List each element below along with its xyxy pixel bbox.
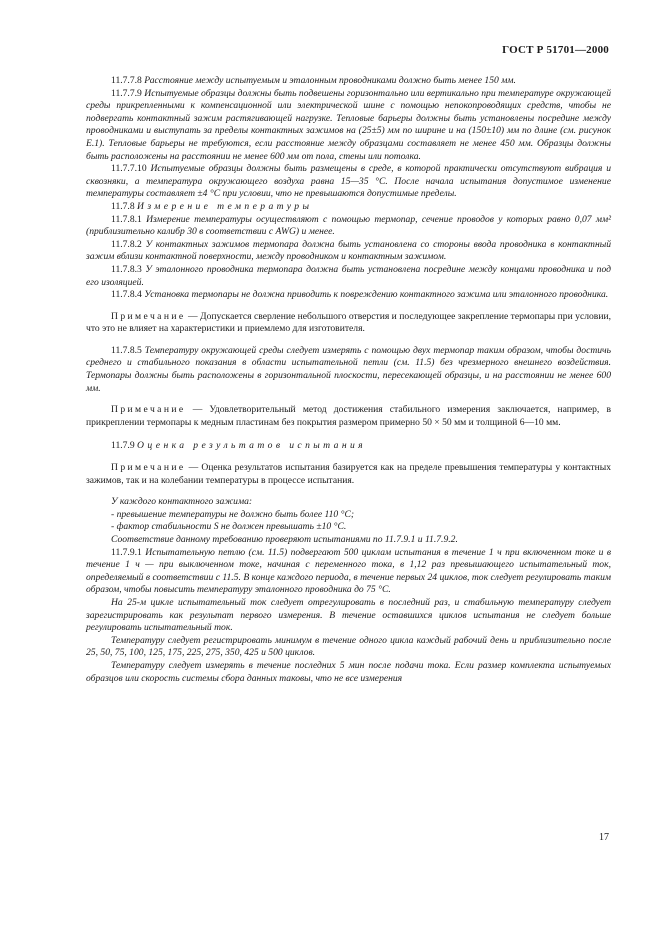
clause-text: Измерение температуры осуществляют с помощью термопар, сечение проводов у которых равно 0,07 мм² (приблизительно калибр 30 в соответствии с AWG) и менее. xyxy=(86,213,611,238)
clause-number: 11.7.7.8 xyxy=(111,75,142,86)
section-number: 11.7.8 xyxy=(111,200,135,212)
document-header: ГОСТ Р 51701—2000 xyxy=(502,44,609,56)
requirement-item-2: - фактор стабильности S не должен превышать ±10 °С. xyxy=(111,521,347,533)
note-3 xyxy=(86,462,611,487)
clause-11-7-8-2 xyxy=(86,239,611,264)
requirement-item-1: - превышение температуры не должно быть более 110 °С; xyxy=(111,508,355,520)
clause-text: Испытуемые образцы должны быть размещены в среде, в которой практически отсутствуют вибрация и сквозняки, а температура окружающего воздуха равна 15—35 °С. После начала испытания допустимое изменение температуры составляет ±4 °С при условии, что не превышаются допустимые пределы. xyxy=(86,163,611,200)
clause-11-7-8-1 xyxy=(86,214,611,239)
note-label: Примечание xyxy=(111,404,186,416)
document-body xyxy=(86,75,611,685)
clause-11-7-8-3 xyxy=(86,264,611,289)
clause-11-7-8-4 xyxy=(86,289,611,302)
clause-text: Расстояние между испытуемым и эталонным проводниками должно быть менее 150 мм. xyxy=(144,75,516,86)
note-1 xyxy=(86,311,611,336)
section-11-7-9 xyxy=(86,440,611,453)
page-number: 17 xyxy=(599,832,609,843)
clause-11-7-7-8 xyxy=(86,75,611,88)
section-number: 11.7.9 xyxy=(111,440,135,452)
section-title: Измерение температуры xyxy=(137,200,313,212)
note-text: — Удовлетворительный метод достижения стабильного измерения заключается, например, в прикреплении термопары к медным пластинам без покрытия размером примерно 50 × 50 мм и толщиной 6—10 мм. xyxy=(86,404,611,428)
clause-number: 11.7.8.5 xyxy=(111,344,142,356)
paragraph-measuring: Температуру следует измерять в течение последних 5 мин после подачи тока. Если размер комплекта испытуемых образцов или скорость системы сбора данных таковы, что не все измерения xyxy=(86,659,611,684)
clause-text: Температуру окружающей среды следует измерять с помощью двух термопар таким образом, чтобы достичь среднего и стабильного показания в области испытательной петли (см. 11.5) без чрезмерного внешнего воздействия. Термопары должны быть расположены в горизонтальной плоскости, пересекающей образцы, и на расстоянии не менее 600 мм. xyxy=(86,344,611,394)
clause-11-7-7-9 xyxy=(86,88,611,164)
section-title: Оценка результатов испытания xyxy=(137,440,367,452)
clause-text: Испытуемые образцы должны быть подвешены горизонтально или вертикально при температуре окружающей среды прикрепленными к компенсационной или электрической шине с помощью непокопроводящих средств, чтобы не подвергать контактный зажим растягивающей нагрузке. Тепловые барьеры должны быть установлены посредине между проводниками и выступать за пределы контактных зажимов на (25±5) мм по ширине и на (150±10) мм по длине (см. рисунок Е.1). Тепловые барьеры не требуются, если расстояние между образцами составляет не менее 450 мм. Образцы должны быть расположены на расстоянии не менее 600 мм от пола, стены или потолка. xyxy=(86,87,611,162)
clause-text: Установка термопары не должна приводить к повреждению контактного зажима или эталонного проводника. xyxy=(144,289,609,301)
clause-number: 11.7.8.4 xyxy=(111,289,142,301)
clause-number: 11.7.8.1 xyxy=(111,213,142,225)
clause-number: 11.7.7.9 xyxy=(111,87,142,99)
clause-11-7-8-5 xyxy=(86,345,611,395)
clause-text: У контактных зажимов термопара должна быть установлена со стороны ввода проводника в контактный зажим вблизи контактной поверхности, между проводником и контактным зажимом. xyxy=(86,238,611,263)
clause-text: У эталонного проводника термопара должна быть установлена посредине между концами проводника и под его изоляцией. xyxy=(86,263,611,288)
clause-number: 11.7.7.10 xyxy=(111,163,147,175)
clause-11-7-9-1 xyxy=(86,547,611,597)
clause-text: Испытательную петлю (см. 11.5) подвергают 500 циклам испытания в течение 1 ч при включенном токе и в течение 1 ч — при выключенном токе, начиная с переменного тока, в 1,12 раз превышающего испытательный ток, определяемый в соответствии с 11.5. В конце каждого периода, в течение первых 24 циклов, ток следует регулировать таким образом, чтобы повысить температуру эталонного проводника до 75 °С. xyxy=(86,546,612,596)
requirement-intro: У каждого контактного зажима: xyxy=(111,496,253,508)
paragraph-cycle-25: На 25-м цикле испытательный ток следует отрегулировать в последний раз, и стабильную температуру следует зарегистрировать как результат первого измерения. В течение оставшихся циклов испытания не следует больше регулировать испытательный ток. xyxy=(86,596,611,634)
paragraph-recording: Температуру следует регистрировать минимум в течение одного цикла каждый рабочий день и приблизительно после 25, 50, 75, 100, 125, 175, 225, 275, 350, 425 и 500 циклов. xyxy=(86,634,611,659)
note-text: — Оценка результатов испытания базируется как на пределе превышения температуры у контактных зажимов, так и на колебании температуры в процессе испытания. xyxy=(86,462,611,486)
clause-number: 11.7.8.2 xyxy=(111,238,142,250)
conformity-statement: Соответствие данному требованию проверяют испытаниями по 11.7.9.1 и 11.7.9.2. xyxy=(111,534,458,545)
note-text: — Допускается сверление небольшого отверстия и последующее закрепление термопары при условии, что это не влияет на характеристики и приемлемо для изготовителя. xyxy=(86,310,612,335)
note-2 xyxy=(86,404,611,429)
section-11-7-8 xyxy=(86,201,611,214)
clause-number: 11.7.8.3 xyxy=(111,263,142,275)
note-label: Примечание xyxy=(111,310,186,322)
note-label: Примечание xyxy=(111,462,186,474)
clause-11-7-7-10 xyxy=(86,163,611,201)
clause-number: 11.7.9.1 xyxy=(111,546,142,558)
